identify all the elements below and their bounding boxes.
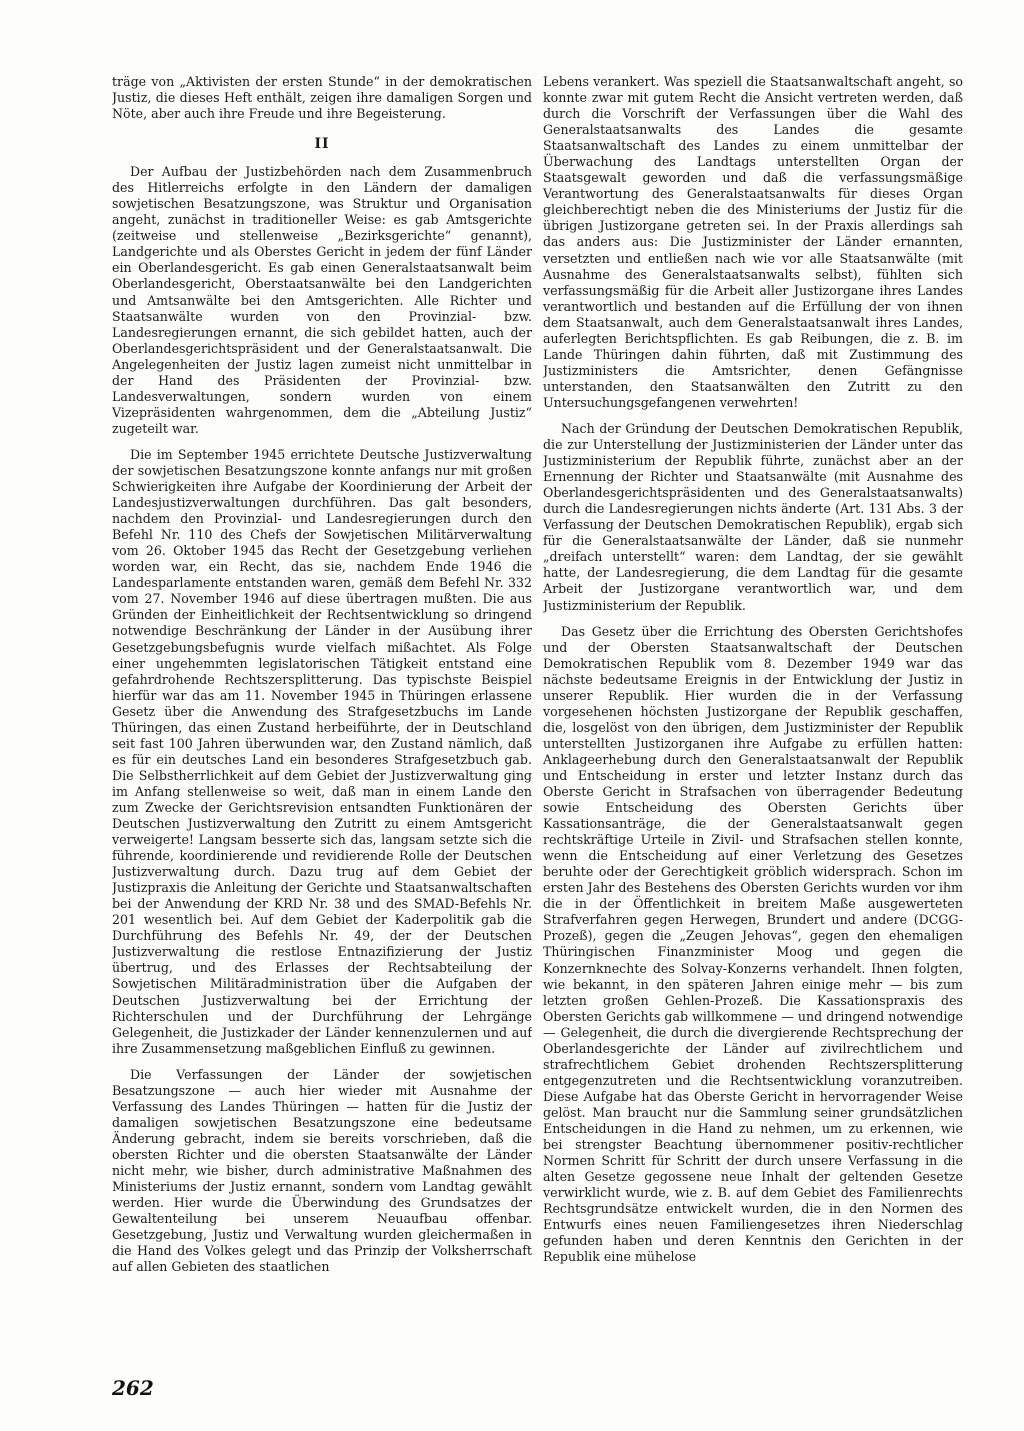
paragraph-right-3: Das Gesetz über die Errichtung des Obersten Gerichtshofes und der Obersten Staatsanwaltschaft der Deutschen Demokratischen Republik vom 8. Dezember 1949 war das nächste bedeutsame Ereignis in der Entwicklung der Justiz in unserer Republik. Hier wurden die in der Verfassung vorgesehenen höchsten Justizorgane der Republik geschaffen, die, losgelöst von den übrigen, dem Justizminister der Republik unterstellten Justizorganen ihre Aufgabe zu erfüllen hatten: Anklageerhebung durch den Generalstaatsanwalt der Republik und Entscheidung in erster und letzter Instanz durch das Oberste Gericht in Strafsachen von überragender Bedeutung sowie Entscheidung des Obersten Gerichts über Kassationsanträge, die der Generalstaatsanwalt gegen rechtskräftige Urteile in Zivil- und Strafsachen stellen konnte, wenn die Entscheidung auf einer Verletzung des Gesetzes beruhte oder der Gerechtigkeit gröblich widersprach. Schon im ersten Jahr des Bestehens des Obersten Gerichts wurden vor ihm die in der Öffentlichkeit in breitem Maße ausgewerteten Strafverfahren gegen Herwegen, Brundert und andere (DCGG-Prozeß), gegen die „Zeugen Jehovas“, gegen den ehemaligen Thüringischen Finanzminister Moog und gegen die Konzernknechte des Solvay-Konzerns verhandelt. Ihnen folgten, wie bekannt, in den späteren Jahren einige mehr — bis zum letzten großen Gehlen-Prozeß. Die Kassationspraxis des Obersten Gerichts gab willkommene — und dringend notwendige — Gelegenheit, die durch die divergierende Rechtsprechung der Oberlandesgerichte der Länder auf zivilrechtlichem und strafrechtlichem Gebiet drohenden Rechtszersplitterung entgegenzutreten und die Rechtsentwicklung voranzutreiben. Diese Aufgabe hat das Oberste Gericht in hervorragender Weise gelöst. Man braucht nur die Sammlung seiner grundsätzlichen Entscheidungen in die Hand zu nehmen, um zu erkennen, wie bei strengster Beachtung übernommener positiv-rechtlicher Normen Schritt für Schritt der durch unsere Verfassung in die alten Gesetze gegossene neue Inhalt der geltenden Gesetze verwirklicht wurde, wie z. B. auf dem Gebiet des Familienrechts Rechtsgrundsätze entwickelt wurden, die in den Normen des Entwurfs eines neuen Familiengesetzes ihren Niederschlag gefunden haben und deren Kenntnis den Gerichten in der Republik eine mühelose bbox=[543, 623, 963, 1265]
left-column bbox=[112, 74, 532, 1364]
paragraph-left-1: träge von „Aktivisten der ersten Stunde“ in der demokratischen Justiz, die dieses Heft enthält, zeigen ihre damaligen Sorgen und Nöte, aber auch ihre Freude und ihre Begeisterung. bbox=[112, 74, 532, 122]
right-column bbox=[543, 74, 963, 1364]
paragraph-right-1: Lebens verankert. Was speziell die Staatsanwaltschaft angeht, so konnte zwar mit gutem Recht die Ansicht vertreten werden, daß durch die Vorschrift der Verfassungen über die Wahl des Generalstaatsanwalts des Landes die gesamte Staatsanwaltschaft des Landes zu einem unmittelbar der Überwachung des Landtags unterstellten Organ der Staatsgewalt geworden und daß die verfassungsmäßige Verantwortung des Generalstaatsanwalts für dieses Organ gleichberechtigt neben die des Ministeriums der Justiz für die übrigen Justizorgane getreten sei. In der Praxis allerdings sah das anders aus: Die Justizminister der Länder ernannten, versetzten und entließen nach wie vor alle Staatsanwälte (mit Ausnahme des Generalstaatsanwalts selbst), fühlten sich verfassungsmäßig für die Arbeit aller Justizorgane ihres Landes verantwortlich und bestanden auf die Erfüllung der von ihnen dem Staatsanwalt, auch dem Generalstaatsanwalt ihres Landes, auferlegten Berichtspflichten. Es gab Reibungen, die z. B. im Lande Thüringen dahin führten, daß mit Zustimmung des Justizministers die Amtsrichter, denen Gefängnisse unterstanden, den Staatsanwälten den Zutritt zu den Untersuchungsgefangenen verwehrten! bbox=[543, 74, 963, 410]
paragraph-left-4: Die Verfassungen der Länder der sowjetischen Besatzungszone — auch hier wieder mit Ausnahme der Verfassung des Landes Thüringen — hatten für die Justiz der damaligen sowjetischen Besatzungszone eine bedeutsame Änderung gebracht, indem sie bereits vorschrieben, daß die obersten Richter und die obersten Staatsanwälte der Länder nicht mehr, wie bisher, durch administrative Maßnahmen des Ministeriums der Justiz ernannt, sondern vom Landtag gewählt werden. Hier wurde die Überwindung des Grundsatzes der Gewaltenteilung bei unserem Neuaufbau offenbar. Gesetzgebung, Justiz und Verwaltung wurden gleichermaßen in die Hand des Volkes gelegt und das Prinzip der Volksherrschaft auf allen Gebieten des staatlichen bbox=[112, 1066, 532, 1275]
section-heading-ii: II bbox=[314, 136, 330, 153]
page-number: 262 bbox=[112, 1376, 154, 1400]
paragraph-right-2: Nach der Gründung der Deutschen Demokratischen Republik, die zur Unterstellung der Justizministerien der Länder unter das Justizministerium der Republik führte, zunächst aber an der Ernennung der Richter und Staatsanwälte (mit Ausnahme des Oberlandesgerichtspräsidenten und des Generalstaatsanwalts) durch die Landesregierungen nichts änderte (Art. 131 Abs. 3 der Verfassung der Deutschen Demokratischen Republik), ergab sich für die Generalstaatsanwälte der Länder, daß sie nunmehr „dreifach unterstellt“ waren: dem Landtag, der sie gewählt hatte, der Landesregierung, die dem Landtag für die gesamte Arbeit der Justizorgane verantwortlich war, und dem Justizministerium der Republik. bbox=[543, 420, 963, 613]
paragraph-left-2: Der Aufbau der Justizbehörden nach dem Zusammenbruch des Hitlerreichs erfolgte in den Ländern der damaligen sowjetischen Besatzungszone, was Struktur und Organisation angeht, zunächst in traditioneller Weise: es gab Amtsgerichte (zeitweise und stellenweise „Bezirksgerichte“ genannt), Landgerichte und als Oberstes Gericht in jedem der fünf Länder ein Oberlandesgericht. Es gab einen Generalstaatsanwalt beim Oberlandesgericht, Oberstaatsanwälte bei den Landgerichten und Amtsanwälte bei den Amtsgerichten. Alle Richter und Staatsanwälte wurden von den Provinzial- bzw. Landesregierungen ernannt, die sich gebildet hatten, auch der Oberlandesgerichtspräsident und der Generalstaatsanwalt. Die Angelegenheiten der Justiz lagen zumeist nicht unmittelbar in der Hand des Präsidenten der Provinzial- bzw. Landesverwaltungen, sondern wurden von einem Vizepräsidenten wahrgenommen, dem die „Abteilung Justiz“ zugeteilt war. bbox=[112, 164, 532, 436]
paragraph-left-3: Die im September 1945 errichtete Deutsche Justizverwaltung der sowjetischen Besatzungszone konnte anfangs nur mit großen Schwierigkeiten ihre Aufgabe der Koordinierung der Arbeit der Landesjustizverwaltungen durchführen. Das galt besonders, nachdem den Provinzial- und Landesregierungen durch den Befehl Nr. 110 des Chefs der Sowjetischen Militärverwaltung vom 26. Oktober 1945 das Recht der Gesetzgebung verliehen worden war, ein Recht, das sie, nachdem Ende 1946 die Landesparlamente entstanden waren, gemäß dem Befehl Nr. 332 vom 27. November 1946 auf diese übertragen mußten. Die aus Gründen der Einheitlichkeit der Rechtsentwicklung so dringend notwendige Beschränkung der Länder in der Ausübung ihrer Gesetzgebungsbefugnis wurde vielfach mißachtet. Als Folge einer ungehemmten legislatorischen Tätigkeit entstand eine gefahrdrohende Rechtszersplitterung. Das typischste Beispiel hierfür war das am 11. November 1945 in Thüringen erlassene Gesetz über die Anwendung des Strafgesetzbuchs im Lande Thüringen, das einen Zustand herbeiführte, der in Deutschland seit fast 100 Jahren überwunden war, den Zustand nämlich, daß es für ein deutsches Land ein besonderes Strafgesetzbuch gab. Die Selbstherrlichkeit auf dem Gebiet der Justizverwaltung ging im Anfang stellenweise so weit, daß man in einem Lande den zum Zwecke der Gerichtsrevision entsandten Funktionären der Deutschen Justizverwaltung den Zutritt zu einem Amtsgericht verweigerte! Langsam besserte sich das, langsam setzte sich die führende, koordinierende und revidierende Rolle der Deutschen Justizverwaltung durch. Dazu trug auf dem Gebiet der Justizpraxis die Anleitung der Gerichte und Staatsanwaltschaften bei der Anwendung der KRD Nr. 38 und des SMAD-Befehls Nr. 201 wesentlich bei. Auf dem Gebiet der Kaderpolitik gab die Durchführung des Befehls Nr. 49, der der Deutschen Justizverwaltung die restlose Entnazifizierung der Justiz übertrug, und des Erlasses der Rechtsabteilung der Sowjetischen Militäradministration über die Aufgaben der Deutschen Justizverwaltung bei der Errichtung der Richterschulen und der Durchführung der Lehrgänge Gelegenheit, die Justizkader der Länder kennenzulernen und auf ihre Zusammensetzung maßgeblichen Einfluß zu gewinnen. bbox=[112, 446, 532, 1056]
